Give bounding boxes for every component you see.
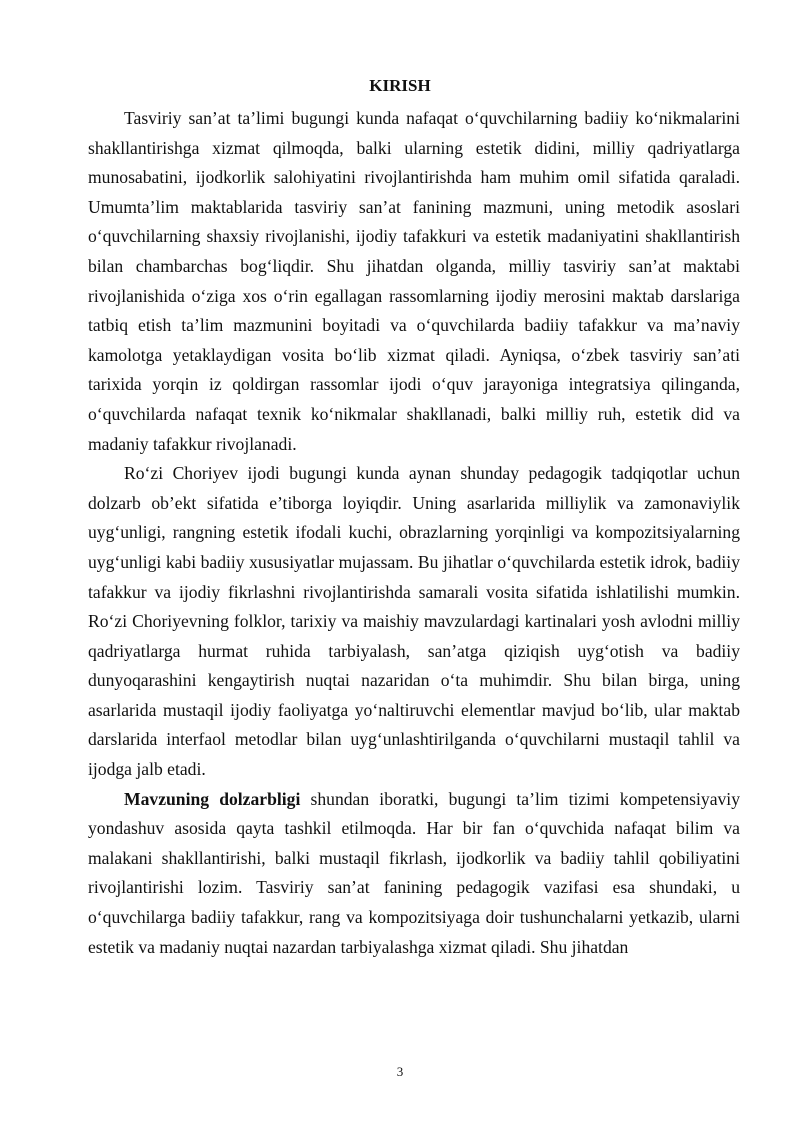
paragraph-intro — [88, 104, 740, 459]
page-number: 3 — [396, 1064, 404, 1079]
paragraph-choriyev-text: Ro‘zi Choriyev ijodi bugungi kunda aynan shunday pedagogik tadqiqotlar uchun dolzarb ob’ekt sifatida e’tiborga loyiqdir. Uning asarlarida milliylik va zamonaviylik uyg‘unligi, rangning estetik ifodali kuchi, obrazlarning yorqinligi va kompozitsiyalarning uyg‘unligi kabi badiiy xususiyatlar mujassam. Bu jihatlar o‘quvchilarda estetik idrok, badiiy tafakkur va ijodiy fikrlashni rivojlantirishda samarali vosita sifatida ishlatilishi mumkin. Ro‘zi Choriyevning folklor, tarixiy va maishiy mavzulardagi kartinalari yosh avlodni milliy qadriyatlarga hurmat ruhida tarbiyalash, san’atga qiziqish uyg‘otish va badiiy dunyoqarashini kengaytirish nuqtai nazaridan o‘ta muhimdir. Shu bilan birga, uning asarlarida mustaqil ijodiy faoliyatga yo‘naltiruvchi elementlar mavjud bo‘lib, ular maktab darslarida interfaol metodlar bilan uyg‘unlashtirilganda o‘quvchilarni mustaqil tahlil va ijodga jalb etadi. — [88, 463, 740, 780]
paragraph-choriyev — [88, 459, 740, 785]
paragraph-relevance — [88, 785, 740, 963]
paragraph-relevance-text: shundan iboratki, bugungi ta’lim tizimi kompetensiyaviy yondashuv asosida qayta tashkil etilmoqda. Har bir fan o‘quvchida nafaqat bilim va malakani shakllantirishi, balki mustaqil fikrlash, ijodkorlik va badiiy tahlil qobiliyatini rivojlantirishi lozim. Tasviriy san’at fanining pedagogik vazifasi esa shundaki, u o‘quvchilarga badiiy tafakkur, rang va kompozitsiyaga doir tushunchalarni yetkazib, ularni estetik va madaniy nuqtai nazardan tarbiyalashga xizmat qiladi. Shu jihatdan — [88, 788, 740, 957]
page-title: KIRISH — [369, 76, 431, 95]
relevance-heading: Mavzuning dolzarbligi — [124, 788, 301, 809]
document-body — [88, 104, 740, 962]
paragraph-intro-text: Tasviriy san’at ta’limi bugungi kunda nafaqat o‘quvchilarning badiiy ko‘nikmalarini shakllantirishga xizmat qilmoqda, balki ularning estetik didini, milliy qadriyatlarga munosabatini, ijodkorlik salohiyatini rivojlantirishda ham muhim omil sifatida qaraladi. Umumta’lim maktablarida tasviriy san’at fanining mazmuni, uning metodik asoslari o‘quvchilarning shaxsiy rivojlanishi, ijodiy tafakkuri va estetik madaniyatini shakllantirish bilan chambarchas bog‘liqdir. Shu jihatdan olganda, milliy tasviriy san’at maktabi rivojlanishida o‘ziga xos o‘rin egallagan rassomlarning ijodiy merosini maktab darslariga tatbiq etish ta’lim mazmunini boyitadi va o‘quvchilarda badiiy tafakkur va ma’naviy kamolotga yetaklaydigan vosita bo‘lib xizmat qiladi. Ayniqsa, o‘zbek tasviriy san’ati tarixida yorqin iz qoldirgan rassomlar ijodi o‘quv jarayoniga integratsiya qilinganda, o‘quvchilarda nafaqat texnik ko‘nikmalar shakllanadi, balki milliy ruh, estetik did va madaniy tafakkur rivojlanadi. — [88, 108, 740, 454]
